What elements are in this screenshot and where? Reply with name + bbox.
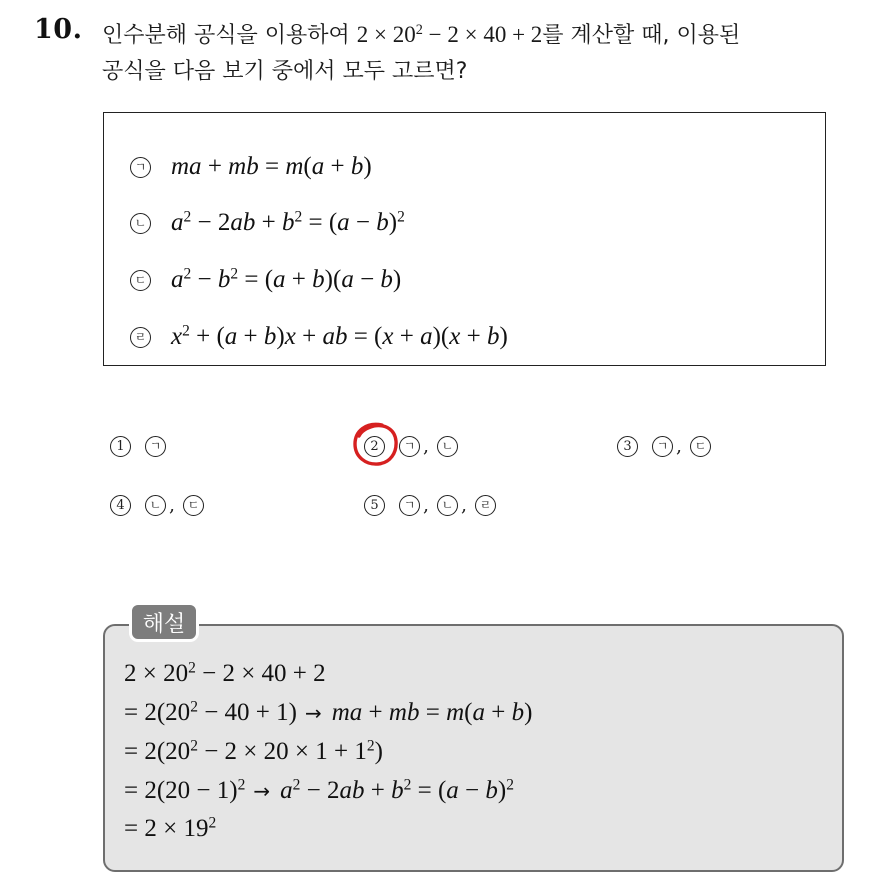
choice-1[interactable]	[110, 431, 167, 461]
formula-mark-4: ㄹ	[130, 327, 151, 348]
solution-arrow-icon: →	[304, 701, 322, 725]
solution-line-3: = $2(20^2 - 2 \times 20 \times 1 + 1^2)$	[124, 737, 383, 765]
solution-tab: 해설	[129, 602, 199, 642]
choice-3-mark-1: ㄱ	[652, 436, 673, 457]
solution-line-4: = $2(20 - 1)^2 \to a^2 - 2ab + b^2 = (a - b)^2$	[124, 776, 514, 804]
question-text-part-a: 인수분해 공식을 이용하여	[102, 23, 357, 48]
choice-4-number: 4	[110, 495, 131, 516]
choice-2-mark-1: ㄱ	[399, 436, 420, 457]
formula-1	[130, 149, 372, 185]
choice-3[interactable]	[617, 431, 712, 461]
question-text-line-1	[102, 18, 740, 49]
choice-1-number: 1	[110, 436, 131, 457]
question-number: 10.	[34, 14, 83, 45]
choice-2[interactable]	[364, 431, 459, 461]
formula-2-expression: $a^2 - 2ab + b^2 = (a - b)^2$	[171, 208, 405, 236]
choice-3-number: 3	[617, 436, 638, 457]
question-text-line-2: 공식을 다음 보기 중에서 모두 고르면?	[102, 59, 468, 84]
choice-5-mark-3: ㄹ	[475, 495, 496, 516]
formula-mark-3: ㄷ	[130, 270, 151, 291]
solution-line-1: $2 \times 20^2 - 2 \times 40 + 2$	[124, 659, 326, 687]
choice-5-number: 5	[364, 495, 385, 516]
solution-line-2: = $2(20^2 - 40 + 1)$ → ma + mb = m(a + b)	[124, 698, 533, 726]
choice-4-mark-1: ㄴ	[145, 495, 166, 516]
formula-mark-2: ㄴ	[130, 213, 151, 234]
choice-3-content: ㄱ , ㄷ	[652, 435, 712, 457]
solution-arrow-icon: →	[253, 779, 271, 803]
question-expression: $2 \times 20^2 - 2 \times 40 + 2$	[356, 22, 543, 47]
choice-2-content: ㄱ , ㄴ	[399, 435, 459, 457]
formula-2	[130, 205, 405, 241]
choice-4-content: ㄴ , ㄷ	[145, 494, 205, 516]
choice-5-content: ㄱ , ㄴ , ㄹ	[399, 494, 497, 516]
question-text-part-b: 를 계산할 때, 이용된	[542, 23, 741, 48]
choice-5-mark-2: ㄴ	[437, 495, 458, 516]
formula-4-expression: $x^2 + (a + b)x$ + ab = (x + a)(x + b)	[171, 322, 508, 350]
choice-1-content	[145, 436, 167, 457]
formula-1-expression: ma + mb = m(a + b)	[171, 153, 372, 180]
choice-4[interactable]	[110, 490, 205, 520]
choice-2-mark-2: ㄴ	[437, 436, 458, 457]
choice-4-mark-2: ㄷ	[183, 495, 204, 516]
formula-mark-1: ㄱ	[130, 157, 151, 178]
solution-line-5: = $2 \times 19^2$	[124, 814, 217, 842]
formula-3	[130, 262, 401, 298]
choice-5-mark-1: ㄱ	[399, 495, 420, 516]
formula-3-expression: $a^2 - b^2 = (a + b)(a - b)$	[171, 265, 402, 293]
choice-1-mark-1: ㄱ	[145, 436, 166, 457]
choice-5[interactable]	[364, 490, 497, 520]
choice-2-number: 2	[364, 436, 385, 457]
choice-3-mark-2: ㄷ	[690, 436, 711, 457]
formula-4	[130, 319, 508, 355]
